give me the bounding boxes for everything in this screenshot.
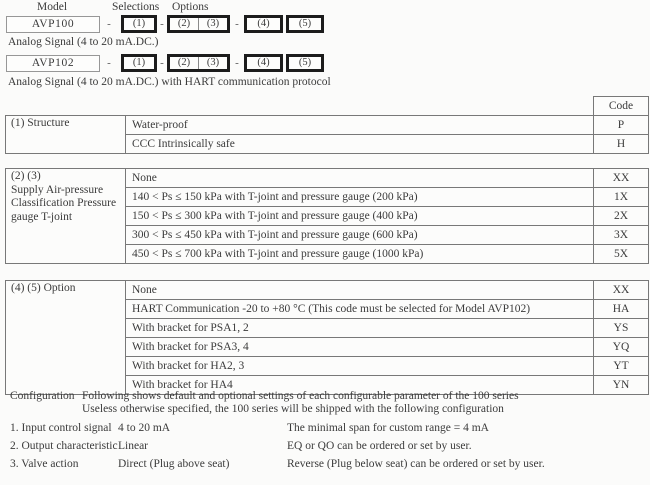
configuration-items — [0, 422, 650, 471]
separator-dash: - — [235, 57, 239, 69]
group-label: (2) (3) — [11, 170, 41, 182]
code-cell: P — [594, 116, 649, 135]
config-item — [0, 458, 650, 471]
selections-column-label: Selections — [112, 1, 160, 13]
config-item-value: Linear — [118, 439, 149, 452]
description-cell: 450 < Ps ≤ 700 kPa with T-joint and pressure gauge (1000 kPa) — [126, 245, 594, 264]
option-2-3-box — [167, 15, 230, 33]
code-cell: 5X — [594, 245, 649, 264]
structure-table — [5, 96, 649, 154]
configuration-header — [0, 390, 650, 416]
selection-1-box: (1) — [121, 15, 157, 33]
config-item-value: 4 to 20 mA — [118, 421, 171, 434]
option-2-cell: (2) — [177, 57, 191, 68]
configuration-description-line2: Useless otherwise specified, the 100 series will be shipped with the following configuration — [82, 402, 504, 415]
table-row — [6, 169, 649, 188]
options-column-label: Options — [172, 1, 209, 13]
configuration-description — [82, 390, 650, 416]
model-caption-avp100: Analog Signal (4 to 20 mA.DC.) — [8, 36, 159, 48]
configuration-description-line1: Following shows default and optional settings of each configurable parameter of the 100 series — [82, 390, 519, 402]
spacer-cell — [6, 97, 594, 116]
description-cell: None — [126, 281, 594, 300]
description-cell: None — [126, 169, 594, 188]
description-cell: With bracket for PSA3, 4 — [126, 338, 594, 357]
configuration-title: Configuration — [10, 390, 75, 402]
description-cell: With bracket for HA2, 3 — [126, 357, 594, 376]
option-3-cell: (3) — [198, 57, 227, 69]
option-2-cell: (2) — [177, 18, 191, 29]
selection-1-box: (1) — [121, 54, 157, 72]
config-item-value: Direct (Plug above seat) — [118, 458, 230, 471]
config-item-name: 2. Output characteristic — [10, 439, 118, 452]
group-cell: (1) Structure — [6, 116, 126, 154]
config-item-name: 1. Input control signal — [10, 421, 112, 434]
separator-dash: - — [160, 57, 164, 69]
group-cell — [6, 169, 126, 264]
code-header-row — [6, 97, 649, 116]
separator-dash: - — [107, 57, 111, 69]
config-item-name: 3. Valve action — [10, 458, 79, 471]
description-cell: 300 < Ps ≤ 450 kPa with T-joint and pressure gauge (600 kPa) — [126, 226, 594, 245]
code-cell: HA — [594, 300, 649, 319]
option-3-cell: (3) — [198, 18, 227, 30]
code-header: Code — [594, 97, 649, 116]
option-2-3-box — [167, 54, 230, 72]
option-5-box: (5) — [286, 54, 324, 72]
code-cell: H — [594, 135, 649, 154]
model-caption-avp102: Analog Signal (4 to 20 mA.DC.) with HART communication protocol — [8, 76, 331, 88]
description-cell: HART Communication -20 to +80 °C (This code must be selected for Model AVP102) — [126, 300, 594, 319]
table-row — [6, 281, 649, 300]
separator-dash: - — [160, 18, 164, 30]
config-item — [0, 422, 650, 435]
configuration-section — [0, 390, 650, 471]
code-cell: 1X — [594, 188, 649, 207]
code-cell: YT — [594, 357, 649, 376]
config-item — [0, 440, 650, 453]
separator-dash: - — [235, 18, 239, 30]
description-cell: 150 < Ps ≤ 300 kPa with T-joint and pressure gauge (400 kPa) — [126, 207, 594, 226]
code-cell: YQ — [594, 338, 649, 357]
code-cell: YS — [594, 319, 649, 338]
option-4-box: (4) — [244, 54, 283, 72]
description-cell: With bracket for HA4 — [126, 376, 594, 395]
code-cell: 3X — [594, 226, 649, 245]
supply-pressure-table — [5, 168, 649, 264]
config-item-note: The minimal span for custom range = 4 mA — [287, 421, 489, 434]
model-box-avp102: AVP102 — [6, 55, 100, 72]
separator-dash: - — [107, 18, 111, 30]
config-item-note: Reverse (Plug below seat) can be ordered or set by user. — [287, 458, 545, 471]
group-sublabel: Supply Air-pressure Classification Pressure gauge T-joint — [11, 183, 117, 223]
code-cell: YN — [594, 376, 649, 395]
model-column-label: Model — [36, 1, 68, 13]
code-cell: XX — [594, 281, 649, 300]
model-row-avp100 — [0, 15, 650, 33]
model-row-avp102 — [0, 54, 650, 72]
description-cell: With bracket for PSA1, 2 — [126, 319, 594, 338]
model-selection-diagram — [0, 0, 650, 94]
code-cell: XX — [594, 169, 649, 188]
model-box-avp100: AVP100 — [6, 16, 100, 33]
option-table — [5, 280, 649, 395]
description-cell: Water-proof — [126, 116, 594, 135]
config-item-note: EQ or QO can be ordered or set by user. — [287, 439, 472, 452]
description-cell: 140 < Ps ≤ 150 kPa with T-joint and pressure gauge (200 kPa) — [126, 188, 594, 207]
table-row — [6, 116, 649, 135]
option-5-box: (5) — [286, 15, 324, 33]
group-cell: (4) (5) Option — [6, 281, 126, 395]
option-4-box: (4) — [244, 15, 283, 33]
description-cell: CCC Intrinsically safe — [126, 135, 594, 154]
code-cell: 2X — [594, 207, 649, 226]
